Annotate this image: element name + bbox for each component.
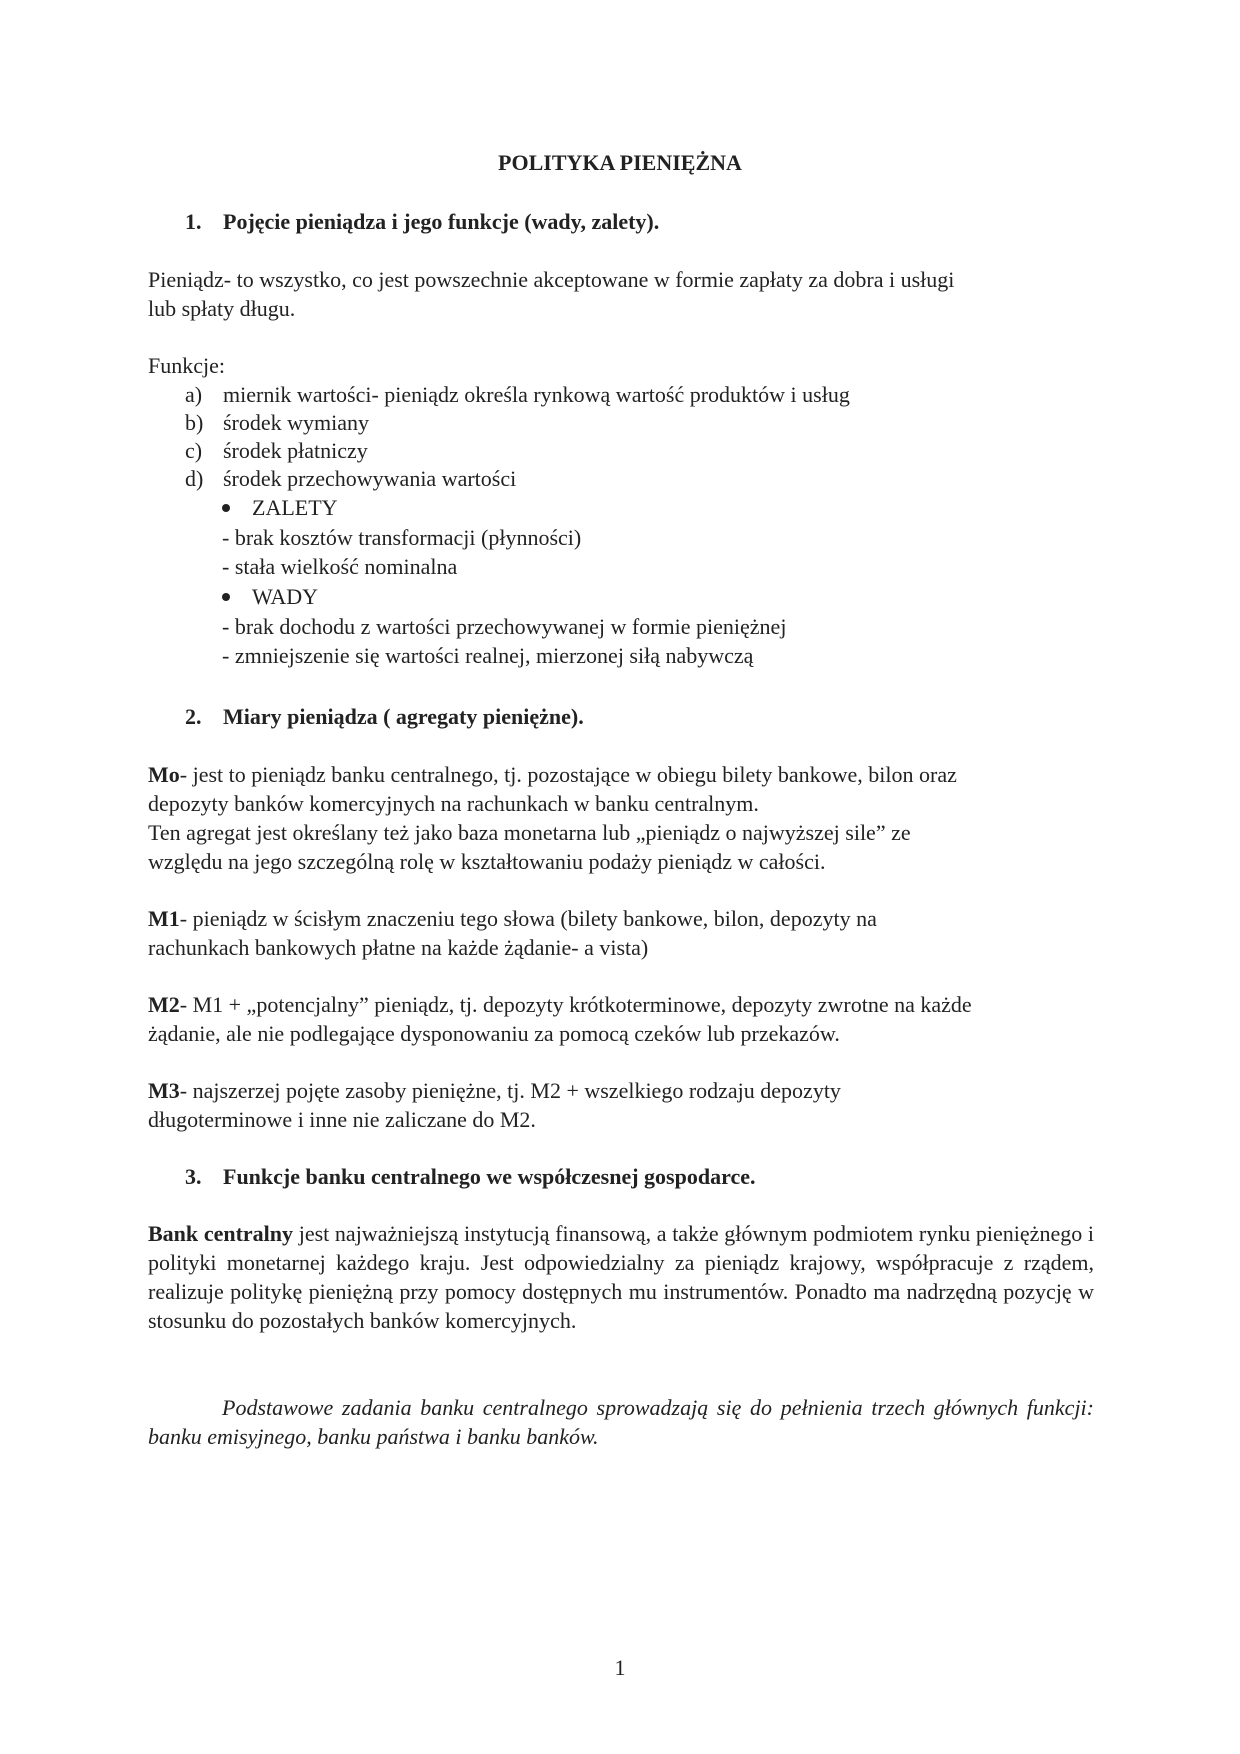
list-item <box>185 436 368 465</box>
list-marker: a) <box>185 382 203 407</box>
functions-label: Funkcje: <box>148 353 225 378</box>
cons-item: - brak dochodu z wartości przechowywanej w formie pieniężnej <box>222 614 787 639</box>
central-bank-tasks-text: Podstawowe zadania banku centralnego sprowadzają się do pełnienia trzech głównych funkcji: banku emisyjnego, banku państwa i banku banków. <box>148 1395 1094 1449</box>
central-bank-paragraph <box>148 1219 1094 1335</box>
definition-line: Pieniądz- to wszystko, co jest powszechnie akceptowane w formie zapłaty za dobra i usługi <box>148 267 955 292</box>
section-heading-text: Pojęcie pieniądza i jego funkcje (wady, zalety). <box>223 209 660 234</box>
central-bank-text: jest najważniejszą instytucją finansową, a także głównym podmiotem rynku pieniężnego i polityki monetarnej każdego kraju. Jest odpowiedzialny za pieniądz krajowy, współpracuje z rządem, realizuje politykę pieniężną przy pomocy dostępnych mu instrumentów. Ponadto ma nadrzędną pozycję w stosunku do pozostałych banków komercyjnych. <box>148 1221 1094 1333</box>
list-marker: c) <box>185 438 203 463</box>
aggregate-m1 <box>148 904 1094 962</box>
section-heading-text: Funkcje banku centralnego we współczesnej gospodarce. <box>223 1164 756 1189</box>
aggregate-text: względu na jego szczególną rolę w kształtowaniu podaży pieniądz w całości. <box>148 849 826 874</box>
aggregate-text: - najszerzej pojęte zasoby pieniężne, tj. M2 + wszelkiego rodzaju depozyty <box>179 1078 841 1103</box>
aggregate-m2 <box>148 990 1094 1048</box>
list-marker: d) <box>185 466 204 491</box>
aggregate-term: M1 <box>148 906 180 931</box>
pros-item: - stała wielkość nominalna <box>222 554 458 579</box>
list-item-text: miernik wartości- pieniądz określa rynkową wartość produktów i usług <box>223 382 850 407</box>
section-heading-text: Miary pieniądza ( agregaty pieniężne). <box>223 704 584 729</box>
section-heading-2 <box>185 702 584 731</box>
aggregate-term: Mo <box>148 762 180 787</box>
list-item <box>185 408 369 437</box>
aggregate-term: M3 <box>148 1078 180 1103</box>
list-item <box>185 380 850 409</box>
aggregate-text: depozyty banków komercyjnych na rachunkach w banku centralnym. <box>148 791 759 816</box>
aggregate-text: długoterminowe i inne nie zaliczane do M2. <box>148 1107 536 1132</box>
cons-bullet <box>222 582 318 611</box>
section-number: 1. <box>185 209 202 234</box>
definition-paragraph <box>148 265 1094 323</box>
aggregate-text: - jest to pieniądz banku centralnego, tj. pozostające w obiegu bilety bankowe, bilon oraz <box>179 762 957 787</box>
document-title: POLITYKA PIENIĘŻNA <box>498 150 742 175</box>
section-number: 3. <box>185 1164 202 1189</box>
list-item-text: środek przechowywania wartości <box>223 466 517 491</box>
pros-label: ZALETY <box>252 495 338 520</box>
list-item-text: środek wymiany <box>223 410 370 435</box>
aggregate-m3 <box>148 1076 1094 1134</box>
cons-item: - zmniejszenie się wartości realnej, mierzonej siłą nabywczą <box>222 643 754 668</box>
section-number: 2. <box>185 704 202 729</box>
list-marker: b) <box>185 410 204 435</box>
list-item-text: środek płatniczy <box>223 438 368 463</box>
aggregate-text: - pieniądz w ścisłym znaczeniu tego słowa (bilety bankowe, bilon, depozyty na <box>179 906 877 931</box>
aggregate-text: żądanie, ale nie podlegające dysponowaniu za pomocą czeków lub przekazów. <box>148 1021 840 1046</box>
page-number: 1 <box>614 1655 626 1680</box>
aggregate-term: M2 <box>148 992 180 1017</box>
pros-bullet <box>222 493 338 522</box>
aggregate-mo <box>148 760 1094 876</box>
section-heading-1 <box>185 207 659 236</box>
cons-label: WADY <box>252 584 318 609</box>
list-item <box>185 464 516 493</box>
definition-line: lub spłaty długu. <box>148 296 296 321</box>
section-heading-3 <box>185 1162 755 1191</box>
aggregate-text: Ten agregat jest określany też jako baza monetarna lub „pieniądz o najwyższej sile” ze <box>148 820 911 845</box>
bullet-icon <box>222 593 230 601</box>
aggregate-text: - M1 + „potencjalny” pieniądz, tj. depozyty krótkoterminowe, depozyty zwrotne na każde <box>179 992 972 1017</box>
central-bank-term: Bank centralny <box>148 1221 294 1246</box>
pros-item: - brak kosztów transformacji (płynności) <box>222 525 582 550</box>
bullet-icon <box>222 504 230 512</box>
central-bank-tasks-paragraph <box>148 1393 1094 1451</box>
aggregate-text: rachunkach bankowych płatne na każde żądanie- a vista) <box>148 935 649 960</box>
